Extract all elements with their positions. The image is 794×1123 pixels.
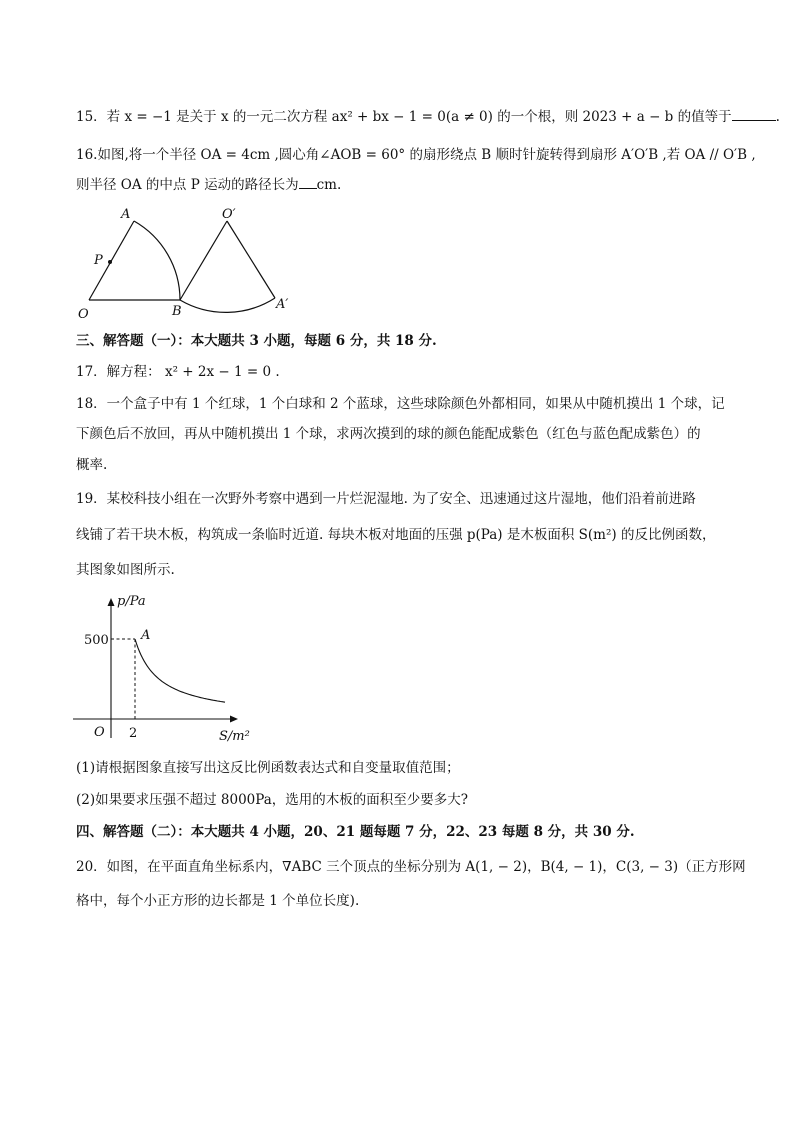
question-17: 17．解方程： x² + 2x − 1 = 0 . <box>76 364 280 380</box>
question-18-line1: 18．一个盒子中有 1 个红球，1 个白球和 2 个蓝球，这些球除颜色外都相同，如果从中随机摸出 1 个球，记 <box>76 396 725 412</box>
question-19-sub1: (1)请根据图象直接写出这反比例函数表达式和自变量取值范围； <box>76 760 460 776</box>
curve-series <box>135 639 225 702</box>
question-15-suffix: . <box>775 109 780 125</box>
question-20-line1: 20．如图，在平面直角坐标系内，∇ABC 三个顶点的坐标分别为 A(1, − 2)，B(4, − 1)，C(3, − 3)（正方形网 <box>76 859 746 875</box>
point-A-label: A <box>141 628 151 643</box>
question-20-line2: 格中，每个小正方形的边长都是 1 个单位长度). <box>76 893 360 909</box>
question-19-line1: 19．某校科技小组在一次野外考察中遇到一片烂泥湿地. 为了安全、迅速通过这片湿地，他们沿着前进路 <box>76 491 696 507</box>
segment-O-prime-A-prime <box>227 221 275 298</box>
question-15 <box>76 107 780 127</box>
label-P: P <box>94 253 103 268</box>
arc-AB <box>134 221 180 300</box>
label-A: A <box>121 207 131 222</box>
inverse-proportion-graph <box>70 588 260 748</box>
question-18-line2: 下颜色后不放回，再从中随机摸出 1 个球，求两次摸到的球的颜色能配成紫色（红色与蓝色配成紫色）的 <box>76 426 701 442</box>
section-4-heading: 四、解答题（二）：本大题共 4 小题，20、21 题每题 7 分，22、23 每题 8 分，共 30 分. <box>76 824 635 840</box>
x-axis-arrow <box>230 716 238 723</box>
origin-label: O <box>94 725 105 740</box>
answer-blank <box>299 176 317 189</box>
point-P <box>108 260 112 264</box>
question-16-text: 则半径 OA 的中点 P 运动的路径长为 <box>76 177 299 193</box>
label-A-prime: A′ <box>276 297 289 312</box>
label-B: B <box>172 304 182 319</box>
y-tick-label: 500 <box>84 633 109 648</box>
question-16-line1: 16.如图,将一个半径 OA = 4cm ,圆心角∠AOB = 60° 的扇形绕点 B 顺时针旋转得到扇形 A′O′B ,若 OA // O′B , <box>76 147 756 163</box>
question-18-line3: 概率. <box>76 457 108 473</box>
section-3-heading: 三、解答题（一）：本大题共 3 小题，每题 6 分，共 18 分. <box>76 333 437 349</box>
arc-BA-prime <box>180 298 275 312</box>
question-16-unit: cm. <box>316 177 342 193</box>
label-O: O <box>78 307 89 322</box>
question-19-line2: 线铺了若干块木板，构筑成一条临时近道. 每块木板对地面的压强 p(Pa) 是木板面积 S(m²) 的反比例函数， <box>76 527 716 543</box>
y-axis-label: p/Pa <box>117 594 146 609</box>
answer-blank <box>732 108 776 121</box>
x-tick-label: 2 <box>129 726 138 741</box>
label-O-prime: O′ <box>222 207 236 222</box>
question-19-sub2: (2)如果要求压强不超过 8000Pa，选用的木板的面积至少要多大? <box>76 792 469 808</box>
y-axis-arrow <box>108 598 115 606</box>
question-19-line3: 其图象如图所示. <box>76 562 175 578</box>
segment-BO-prime <box>180 221 227 300</box>
x-axis-label: S/m² <box>219 729 250 744</box>
question-16-line2 <box>76 175 341 195</box>
question-15-text: 15．若 x = −1 是关于 x 的一元二次方程 ax² + bx − 1 = 0(a ≠ 0) 的一个根，则 2023 + a − b 的值等于 <box>76 109 732 125</box>
sector-rotation-figure <box>70 202 300 324</box>
